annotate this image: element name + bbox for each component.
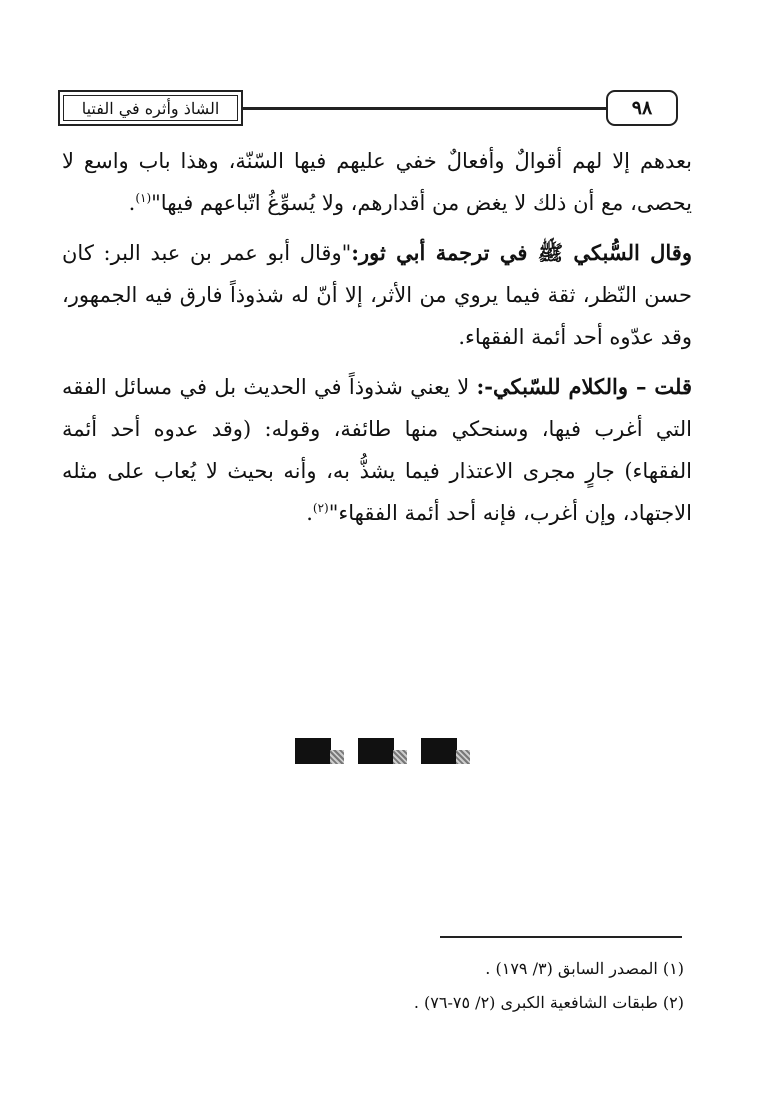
footnote-rule (440, 936, 682, 938)
paragraph-3-end: . (306, 501, 313, 525)
section-separator (0, 738, 765, 764)
footnotes (62, 952, 684, 1020)
header-rule (243, 107, 613, 110)
paragraph-3-lead: قلت – والكلام للسّبكي-: (476, 374, 692, 399)
paragraph-2 (62, 232, 692, 358)
separator-mark-3 (421, 738, 470, 764)
footnote-1: (١) المصدر السابق (٣/ ١٧٩) . (485, 959, 684, 978)
separator-mark-2 (358, 738, 407, 764)
running-header (58, 90, 678, 130)
paragraph-3-text: لا يعني شذوذاً في الحديث بل في مسائل الفقه التي أغرب فيها، وسنحكي منها طائفة، وقوله: (وقد عدوه أحد أئمة الفقهاء) جارٍ مجرى الاعتذار فيما يشذُّ به، وأنه بحيث لا يُعاب على مثله الاجتهاد، وإن أغرب، فإنه أحد أئمة الفقهاء" (62, 375, 692, 525)
paragraph-3 (62, 366, 692, 534)
footnote-ref-1: (١) (135, 191, 152, 205)
footnote-ref-2: (٢) (312, 501, 329, 515)
book-title-box (58, 90, 243, 126)
paragraph-2-text: "وقال أبو عمر بن عبد البر: كان حسن النّظر، ثقة فيما يروي من الأثر، إلا أنّ له شذوذاً فارق فيه الجمهور، وقد عدّوه أحد أئمة الفقهاء. (62, 241, 692, 349)
paragraph-1-end: . (128, 191, 136, 215)
footnote-2: (٢) طبقات الشافعية الكبرى (٢/ ٧٥-٧٦) . (413, 993, 684, 1012)
page-number: ٩٨ (606, 90, 678, 126)
paragraph-1-text: بعدهم إلا لهم أقوالٌ وأفعالٌ خفي عليهم فيها السّنّة، وهذا باب واسع لا يحصى، مع أن ذلك لا يغض من أقدارهم، ولا يُسوِّغُ اتّباعهم فيها" (62, 149, 692, 215)
separator-mark-1 (295, 738, 344, 764)
paragraph-2-lead: وقال السُّبكي ﷺ في ترجمة أبي ثور: (351, 240, 692, 265)
paragraph-1 (62, 140, 692, 224)
book-title: الشاذ وأثره في الفتيا (63, 95, 238, 121)
main-text (62, 140, 692, 542)
